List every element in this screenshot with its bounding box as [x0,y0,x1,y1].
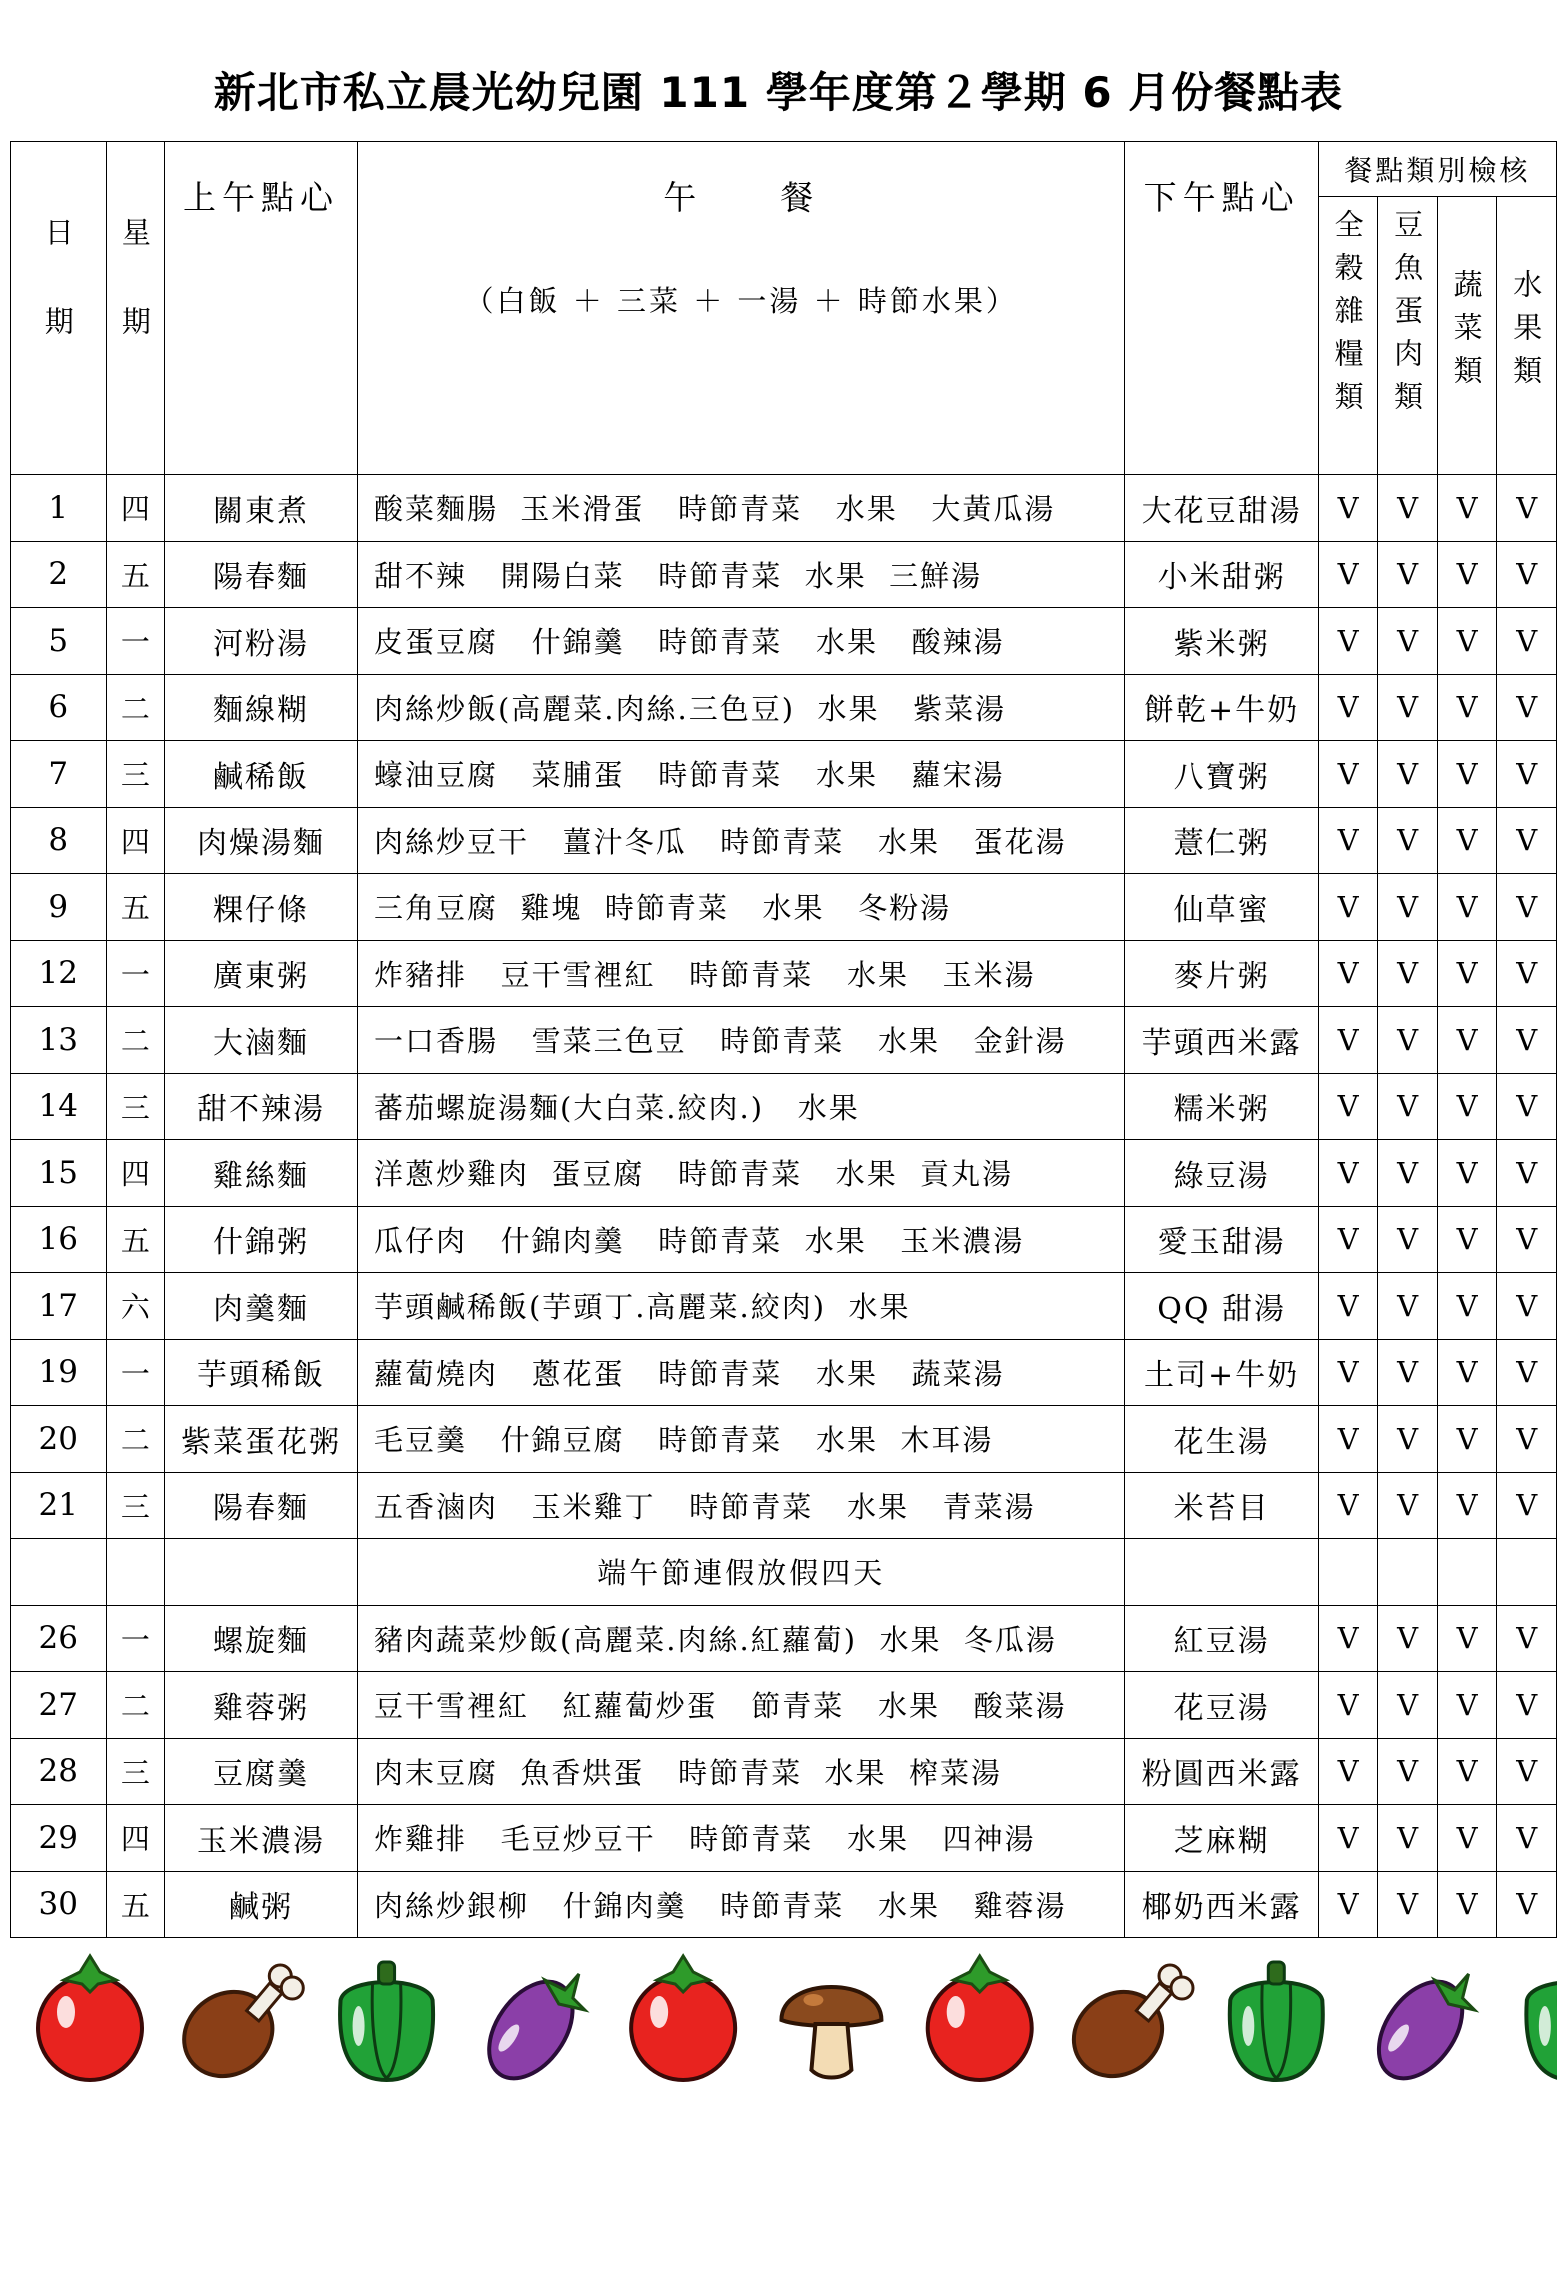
cell-afternoon: 餅乾+牛奶 [1125,674,1318,741]
cell-check: V [1497,1073,1557,1140]
cell-afternoon: 土司+牛奶 [1125,1339,1318,1406]
cell-day: 二 [106,1672,165,1739]
cell-check: V [1378,674,1438,741]
cell-morning: 紫菜蛋花粥 [165,1406,358,1473]
cell-date: 13 [11,1007,107,1074]
cell-afternoon: 芝麻糊 [1125,1805,1318,1872]
cell-check: V [1318,1073,1378,1140]
header-lunch [357,142,1124,475]
cell-check: V [1318,940,1378,1007]
cell-date: 26 [11,1605,107,1672]
header-afternoon [1125,142,1318,475]
cell-check: V [1437,1339,1497,1406]
cell-check: V [1497,1273,1557,1340]
cell-lunch: 蘿蔔燒肉 蔥花蛋 時節青菜 水果 蔬菜湯 [357,1339,1124,1406]
page-title: 新北市私立晨光幼兒園 111 學年度第２學期 6 月份餐點表 [213,68,1344,117]
cell-lunch: 肉絲炒銀柳 什錦肉羹 時節青菜 水果 雞蓉湯 [357,1871,1124,1938]
cell-check: V [1437,1073,1497,1140]
table-row [11,1605,1557,1672]
cell-check: V [1318,1206,1378,1273]
cell-check: V [1318,541,1378,608]
cell-check: V [1497,608,1557,675]
cell-check: V [1497,874,1557,941]
cell-date: 27 [11,1672,107,1739]
cell-check: V [1497,1406,1557,1473]
cell-lunch: 蕃茄螺旋湯麵(大白菜.絞肉.) 水果 [357,1073,1124,1140]
cell-check: V [1318,807,1378,874]
cell-morning: 鹹粥 [165,1871,358,1938]
cell-morning [165,1539,358,1606]
cell-check: V [1378,1406,1438,1473]
drumstick-icon [1057,1965,1193,2090]
cell-lunch: 芋頭鹹稀飯(芋頭丁.高麗菜.絞肉) 水果 [357,1273,1124,1340]
cell-check: V [1437,1472,1497,1539]
cell-check: V [1318,674,1378,741]
cell-afternoon: QQ 甜湯 [1125,1273,1318,1340]
cell-check: V [1497,1472,1557,1539]
table-row [11,1871,1557,1938]
cell-afternoon: 紫米粥 [1125,608,1318,675]
cell-check: V [1497,741,1557,808]
cell-afternoon [1125,1539,1318,1606]
cell-check: V [1318,1871,1378,1938]
cell-check: V [1437,1738,1497,1805]
cell-date: 28 [11,1738,107,1805]
cell-date: 7 [11,741,107,808]
cell-check [1318,1539,1378,1606]
table-row [11,1273,1557,1340]
cell-check: V [1318,1007,1378,1074]
cell-check: V [1378,1273,1438,1340]
table-row [11,741,1557,808]
cell-morning: 雞蓉粥 [165,1672,358,1739]
food-decorations [0,1950,1557,2090]
cell-morning: 玉米濃湯 [165,1805,358,1872]
cell-day: 一 [106,1339,165,1406]
header-category [1378,197,1438,475]
cell-check: V [1378,1339,1438,1406]
cell-check: V [1497,674,1557,741]
cell-date: 19 [11,1339,107,1406]
table-row [11,541,1557,608]
cell-date: 1 [11,475,107,542]
cell-lunch: 肉絲炒飯(高麗菜.肉絲.三色豆) 水果 紫菜湯 [357,674,1124,741]
tomato-icon [631,1956,735,2080]
cell-check: V [1497,807,1557,874]
cell-afternoon: 大花豆甜湯 [1125,475,1318,542]
cell-check: V [1437,874,1497,941]
cell-check: V [1318,1738,1378,1805]
cell-lunch: 洋蔥炒雞肉 蛋豆腐 時節青菜 水果 貢丸湯 [357,1140,1124,1207]
cell-lunch: 毛豆羹 什錦豆腐 時節青菜 水果 木耳湯 [357,1406,1124,1473]
cell-lunch: 五香滷肉 玉米雞丁 時節青菜 水果 青菜湯 [357,1472,1124,1539]
cell-date: 29 [11,1805,107,1872]
cell-day: 五 [106,541,165,608]
eggplant-icon [472,1966,590,2090]
cell-lunch: 肉絲炒豆干 薑汁冬瓜 時節青菜 水果 蛋花湯 [357,807,1124,874]
cell-morning: 甜不辣湯 [165,1073,358,1140]
cell-morning: 廣東粥 [165,940,358,1007]
cell-day: 三 [106,1738,165,1805]
cell-lunch: 蠔油豆腐 菜脯蛋 時節青菜 水果 蘿宋湯 [357,741,1124,808]
header-category [1497,197,1557,475]
cell-morning: 關東煮 [165,475,358,542]
cell-morning: 麵線糊 [165,674,358,741]
cell-date: 20 [11,1406,107,1473]
cell-day: 四 [106,807,165,874]
cell-check: V [1378,1871,1438,1938]
cell-date: 5 [11,608,107,675]
header-check: 餐點類別檢核 [1318,142,1556,197]
cell-check: V [1378,940,1438,1007]
cell-day: 五 [106,1206,165,1273]
cell-afternoon: 小米甜粥 [1125,541,1318,608]
cell-date: 16 [11,1206,107,1273]
cell-check: V [1437,1406,1497,1473]
cell-lunch: 酸菜麵腸 玉米滑蛋 時節青菜 水果 大黃瓜湯 [357,475,1124,542]
cell-morning: 陽春麵 [165,541,358,608]
cell-check: V [1378,1206,1438,1273]
cell-lunch: 炸豬排 豆干雪裡紅 時節青菜 水果 玉米湯 [357,940,1124,1007]
cell-morning: 螺旋麵 [165,1605,358,1672]
cell-check: V [1437,940,1497,1007]
cell-check: V [1378,1805,1438,1872]
header-afternoon-label: 下午點心 [1143,178,1300,217]
table-row [11,1007,1557,1074]
mushroom-icon [781,1987,881,2078]
table-row [11,874,1557,941]
cell-check: V [1378,1672,1438,1739]
cell-check: V [1378,1007,1438,1074]
cell-check: V [1318,1472,1378,1539]
cell-morning: 河粉湯 [165,608,358,675]
cell-afternoon: 花豆湯 [1125,1672,1318,1739]
header-morning-label: 上午點心 [183,178,340,217]
cell-day: 一 [106,608,165,675]
cell-afternoon: 麥片粥 [1125,940,1318,1007]
cell-check: V [1437,541,1497,608]
header-date-label: 日期 [40,217,75,395]
cell-afternoon: 薏仁粥 [1125,807,1318,874]
eggplant-icon [1362,1966,1480,2090]
cell-day: 五 [106,1871,165,1938]
cell-check: V [1497,940,1557,1007]
cell-check: V [1318,1339,1378,1406]
cell-day: 三 [106,1472,165,1539]
cell-check: V [1437,475,1497,542]
cell-lunch: 炸雞排 毛豆炒豆干 時節青菜 水果 四神湯 [357,1805,1124,1872]
cell-date: 21 [11,1472,107,1539]
cell-lunch: 瓜仔肉 什錦肉羹 時節青菜 水果 玉米濃湯 [357,1206,1124,1273]
cell-afternoon: 綠豆湯 [1125,1140,1318,1207]
cell-morning: 粿仔條 [165,874,358,941]
cell-check: V [1318,741,1378,808]
cell-check: V [1378,1605,1438,1672]
cell-date [11,1539,107,1606]
cell-check: V [1437,1140,1497,1207]
cell-check: V [1318,874,1378,941]
cell-afternoon: 愛玉甜湯 [1125,1206,1318,1273]
cell-check: V [1437,674,1497,741]
cell-check: V [1437,1672,1497,1739]
cell-check: V [1378,741,1438,808]
cell-lunch: 豬肉蔬菜炒飯(高麗菜.肉絲.紅蘿蔔) 水果 冬瓜湯 [357,1605,1124,1672]
tomato-icon [928,1956,1032,2080]
cell-morning: 豆腐羹 [165,1738,358,1805]
cell-lunch: 甜不辣 開陽白菜 時節青菜 水果 三鮮湯 [357,541,1124,608]
cell-check: V [1497,1605,1557,1672]
table-row [11,1339,1557,1406]
cell-check: V [1378,807,1438,874]
cell-check: V [1437,1206,1497,1273]
cell-check: V [1318,1605,1378,1672]
cell-day: 二 [106,674,165,741]
cell-check: V [1497,1738,1557,1805]
cell-check: V [1318,475,1378,542]
green-pepper-icon [1230,1962,1323,2080]
cell-afternoon: 紅豆湯 [1125,1605,1318,1672]
cell-lunch: 皮蛋豆腐 什錦羹 時節青菜 水果 酸辣湯 [357,608,1124,675]
cell-check: V [1497,1339,1557,1406]
table-row [11,1406,1557,1473]
cell-check: V [1437,1273,1497,1340]
table-row [11,940,1557,1007]
cell-date: 14 [11,1073,107,1140]
table-row [11,1672,1557,1739]
holiday-row [11,1539,1557,1606]
table-row [11,1472,1557,1539]
cell-check: V [1318,1672,1378,1739]
cell-check: V [1497,1206,1557,1273]
cell-date: 6 [11,674,107,741]
header-day [106,142,165,475]
cell-check: V [1378,541,1438,608]
cell-day: 四 [106,475,165,542]
cell-check: V [1378,475,1438,542]
cell-day: 一 [106,940,165,1007]
green-pepper-icon [1526,1962,1557,2080]
cell-date: 2 [11,541,107,608]
header-lunch-label: 午 餐 [663,178,820,217]
cell-afternoon: 芋頭西米露 [1125,1007,1318,1074]
meal-table [10,141,1557,1938]
holiday-note: 端午節連假放假四天 [357,1539,1124,1606]
cell-check: V [1437,1871,1497,1938]
table-row [11,1140,1557,1207]
category-label: 水果類 [1509,269,1544,398]
cell-afternoon: 粉圓西米露 [1125,1738,1318,1805]
header-day-label: 星期 [117,217,152,395]
header-category [1437,197,1497,475]
cell-day: 五 [106,874,165,941]
cell-afternoon: 糯米粥 [1125,1073,1318,1140]
cell-day: 六 [106,1273,165,1340]
tomato-icon [38,1956,142,2080]
cell-check: V [1378,1073,1438,1140]
cell-morning: 什錦粥 [165,1206,358,1273]
category-label: 全穀雜糧類 [1330,209,1365,424]
cell-check: V [1378,1472,1438,1539]
cell-check: V [1497,1672,1557,1739]
cell-check: V [1378,874,1438,941]
cell-day: 二 [106,1406,165,1473]
cell-check: V [1318,608,1378,675]
cell-morning: 肉燥湯麵 [165,807,358,874]
cell-morning: 肉羹麵 [165,1273,358,1340]
header-lunch-note: （白飯 ＋ 三菜 ＋ 一湯 ＋ 時節水果） [464,284,1018,318]
cell-morning: 芋頭稀飯 [165,1339,358,1406]
cell-afternoon: 八寶粥 [1125,741,1318,808]
table-row [11,674,1557,741]
cell-check [1437,1539,1497,1606]
cell-afternoon: 米苔目 [1125,1472,1318,1539]
table-row [11,1738,1557,1805]
cell-lunch: 一口香腸 雪菜三色豆 時節青菜 水果 金針湯 [357,1007,1124,1074]
cell-morning: 大滷麵 [165,1007,358,1074]
cell-lunch: 三角豆腐 雞塊 時節青菜 水果 冬粉湯 [357,874,1124,941]
cell-check: V [1318,1140,1378,1207]
cell-morning: 鹹稀飯 [165,741,358,808]
cell-morning: 陽春麵 [165,1472,358,1539]
cell-date: 8 [11,807,107,874]
cell-check: V [1497,541,1557,608]
table-row [11,1206,1557,1273]
header-category [1318,197,1378,475]
category-label: 豆魚蛋肉類 [1390,209,1425,424]
table-row [11,1073,1557,1140]
cell-date: 15 [11,1140,107,1207]
cell-lunch: 豆干雪裡紅 紅蘿蔔炒蛋 節青菜 水果 酸菜湯 [357,1672,1124,1739]
table-row [11,1805,1557,1872]
cell-check: V [1437,807,1497,874]
cell-check: V [1497,1140,1557,1207]
cell-check: V [1497,475,1557,542]
cell-check: V [1497,1805,1557,1872]
cell-day: 一 [106,1605,165,1672]
cell-check: V [1497,1007,1557,1074]
cell-day: 三 [106,1073,165,1140]
cell-check [1497,1539,1557,1606]
cell-afternoon: 花生湯 [1125,1406,1318,1473]
cell-check: V [1378,608,1438,675]
table-row [11,475,1557,542]
cell-date: 30 [11,1871,107,1938]
cell-check: V [1318,1273,1378,1340]
cell-check: V [1378,1738,1438,1805]
cell-check [1378,1539,1438,1606]
cell-day: 三 [106,741,165,808]
header-morning [165,142,358,475]
cell-check: V [1437,1805,1497,1872]
cell-check: V [1497,1871,1557,1938]
cell-day [106,1539,165,1606]
header-date [11,142,107,475]
green-pepper-icon [340,1962,433,2080]
cell-day: 四 [106,1805,165,1872]
cell-day: 二 [106,1007,165,1074]
drumstick-icon [168,1965,304,2090]
cell-check: V [1437,1605,1497,1672]
cell-check: V [1437,1007,1497,1074]
cell-check: V [1318,1406,1378,1473]
cell-afternoon: 椰奶西米露 [1125,1871,1318,1938]
cell-date: 12 [11,940,107,1007]
cell-date: 9 [11,874,107,941]
table-row [11,807,1557,874]
cell-lunch: 肉末豆腐 魚香烘蛋 時節青菜 水果 榨菜湯 [357,1738,1124,1805]
cell-check: V [1318,1805,1378,1872]
cell-check: V [1437,741,1497,808]
table-row [11,608,1557,675]
cell-check: V [1378,1140,1438,1207]
cell-day: 四 [106,1140,165,1207]
category-label: 蔬菜類 [1449,269,1484,398]
cell-morning: 雞絲麵 [165,1140,358,1207]
cell-afternoon: 仙草蜜 [1125,874,1318,941]
cell-check: V [1437,608,1497,675]
cell-date: 17 [11,1273,107,1340]
